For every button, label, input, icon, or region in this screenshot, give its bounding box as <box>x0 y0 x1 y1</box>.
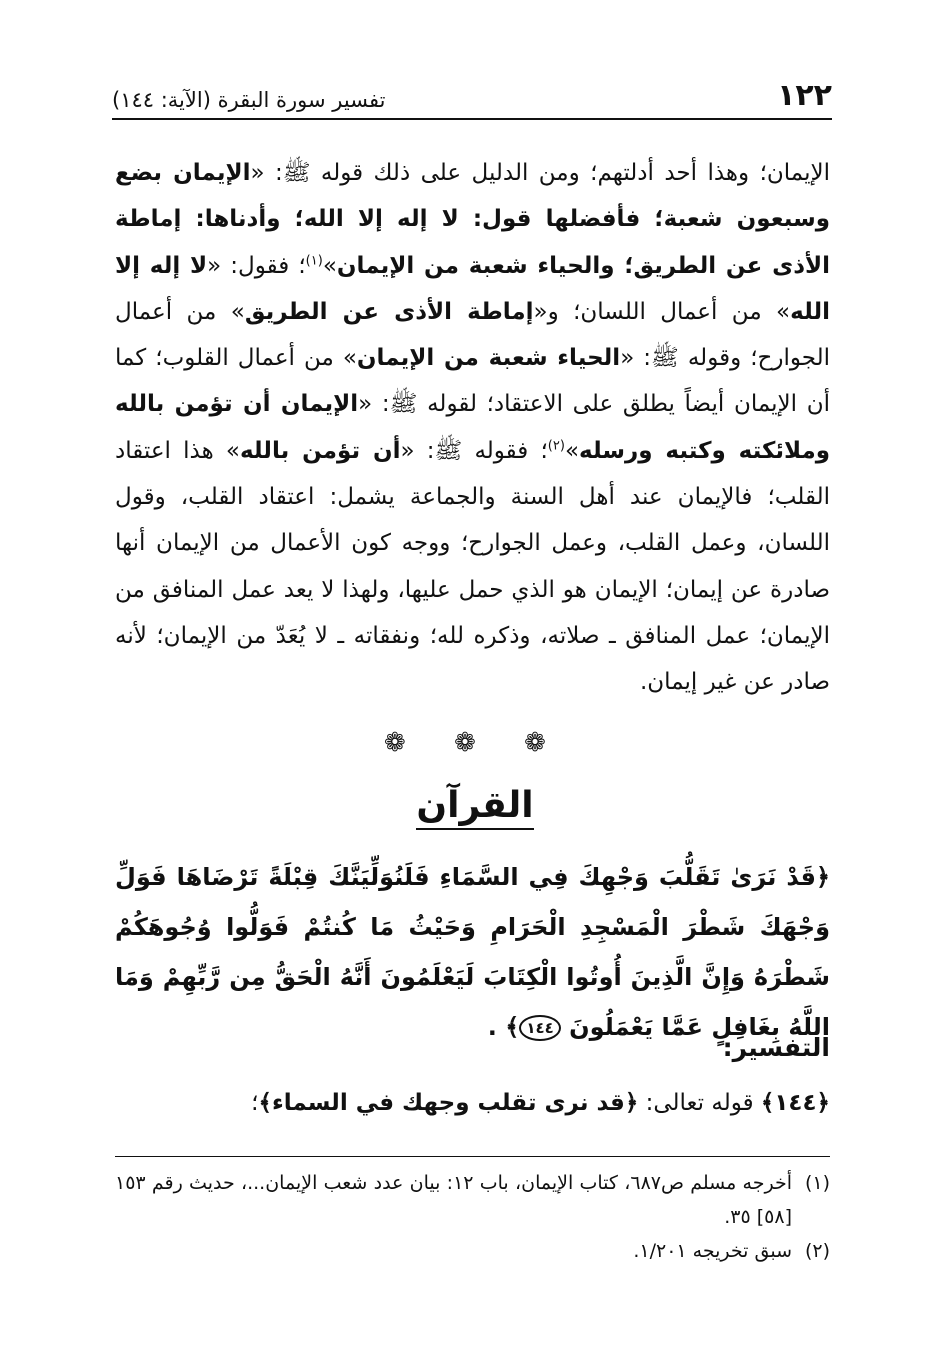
tafsir-intro: قوله تعالى: <box>638 1090 761 1116</box>
footnote-text: سبق تخريجه ١/٢٠١. <box>633 1240 792 1262</box>
tafsir-first-line <box>115 1090 830 1116</box>
footnote-item <box>115 1166 830 1234</box>
text-run: ؛ فقوله ﷺ: « <box>400 437 548 464</box>
hadith-quote: إماطة الأذى عن الطريق <box>244 298 534 325</box>
footnote-ref: (٢) <box>547 438 565 454</box>
hadith-quote: أن تؤمن بالله <box>239 437 401 464</box>
text-run: الإيمان؛ وهذا أحد أدلتهم؛ ومن الدليل على ذلك قوله ﷺ: « <box>250 160 830 186</box>
verse-paragraph <box>115 852 830 1052</box>
running-header <box>112 78 832 120</box>
footnote-divider <box>115 1156 830 1157</box>
footnote-number: (٢) <box>804 1240 830 1262</box>
ayah-reference: ﴿١٤٤﴾ <box>760 1090 830 1116</box>
footnotes <box>115 1166 830 1268</box>
hadith-quote: لا إله إلا الله <box>115 252 830 325</box>
quran-verse <box>115 852 830 1052</box>
footnote-ref: (١) <box>305 252 323 268</box>
hadith-quote: الإيمان أن تؤمن بالله وملائكته وكتبه ورسله <box>115 391 831 464</box>
section-heading-text: القرآن <box>416 785 533 830</box>
section-separator: ❁ ❁ ❁ <box>384 728 566 758</box>
ornate-bracket-close: ﴾ . <box>487 1013 520 1041</box>
hadith-quote: الحياء شعبة من الإيمان <box>356 345 621 372</box>
body-paragraph <box>115 150 830 706</box>
tafsir-quote: ﴿قد نرى تقلب وجهك في السماء﴾ <box>258 1090 639 1116</box>
section-heading <box>0 785 950 830</box>
paragraph <box>115 150 830 706</box>
ayah-number-mark: ١٤٤ <box>519 1015 560 1041</box>
footnote-item <box>115 1234 830 1268</box>
text-run: » <box>322 252 337 279</box>
text-run: » من أعمال القلوب؛ كما أن الإيمان أيضاً يطلق على الاعتقاد؛ لقوله ﷺ: « <box>115 345 831 418</box>
tafsir-heading: التفسير: <box>722 1033 830 1062</box>
ornate-bracket-open: ﴿ <box>815 863 830 891</box>
text-run: » من أعمال الجوارح؛ وقوله ﷺ: « <box>115 298 830 372</box>
text-run: » <box>564 437 580 464</box>
verse-text: قَدْ نَرَىٰ تَقَلُّبَ وَجْهِكَ فِي السَّمَاءِ فَلَنُوَلِّيَنَّكَ قِبْلَةً تَرْضَاهَا فَوَلِّ وَجْهَكَ شَطْرَ الْمَسْجِدِ الْحَرَامِ وَحَيْثُ مَا كُنتُمْ فَوَلُّوا وُجُوهَكُمْ شَطْرَهُ وَإِنَّ الَّذِينَ أُوتُوا الْكِتَابَ لَيَعْلَمُونَ أَنَّهُ الْحَقُّ مِن رَّبِّهِمْ وَمَا اللَّهُ بِغَافِلٍ عَمَّا يَعْمَلُونَ <box>115 863 830 1041</box>
footnote-number: (١) <box>804 1172 830 1194</box>
footnote-text: أخرجه مسلم ص٦٨٧، كتاب الإيمان، باب ١٢: بيان عدد شعب الإيمان...، حديث رقم ١٥٣ [٥٨] ٣٥. <box>115 1172 792 1228</box>
text-run: » هذا اعتقاد القلب؛ فالإيمان عند أهل السنة والجماعة يشمل: اعتقاد القلب، وقول اللسان، وعمل القلب، وعمل الجوارح؛ ووجه كون الأعمال من الإيمان أنها صادرة عن إيمان؛ الإيمان هو الذي حمل عليها، ولهذا لا يعد عمل المنافق من الإيمان؛ عمل المنافق ـ صلاته، وذكره لله؛ ونفقاته ـ لا يُعَدّ من الإيمان؛ لأنه صادر عن غير إيمان. <box>115 437 830 696</box>
hadith-quote: الإيمان بضع وسبعون شعبة؛ فأفضلها قول: لا إله إلا الله؛ وأدناها: إماطة الأذى عن الطريق؛ والحياء شعبة من الإيمان <box>115 160 831 279</box>
page-number: ١٢٢ <box>777 78 832 113</box>
running-title: تفسير سورة البقرة (الآية: ١٤٤) <box>112 88 386 112</box>
tafsir-tail: ؛ <box>251 1090 259 1116</box>
text-run: ؛ فقول: « <box>207 252 306 279</box>
text-run: » من أعمال اللسان؛ و« <box>533 298 791 325</box>
